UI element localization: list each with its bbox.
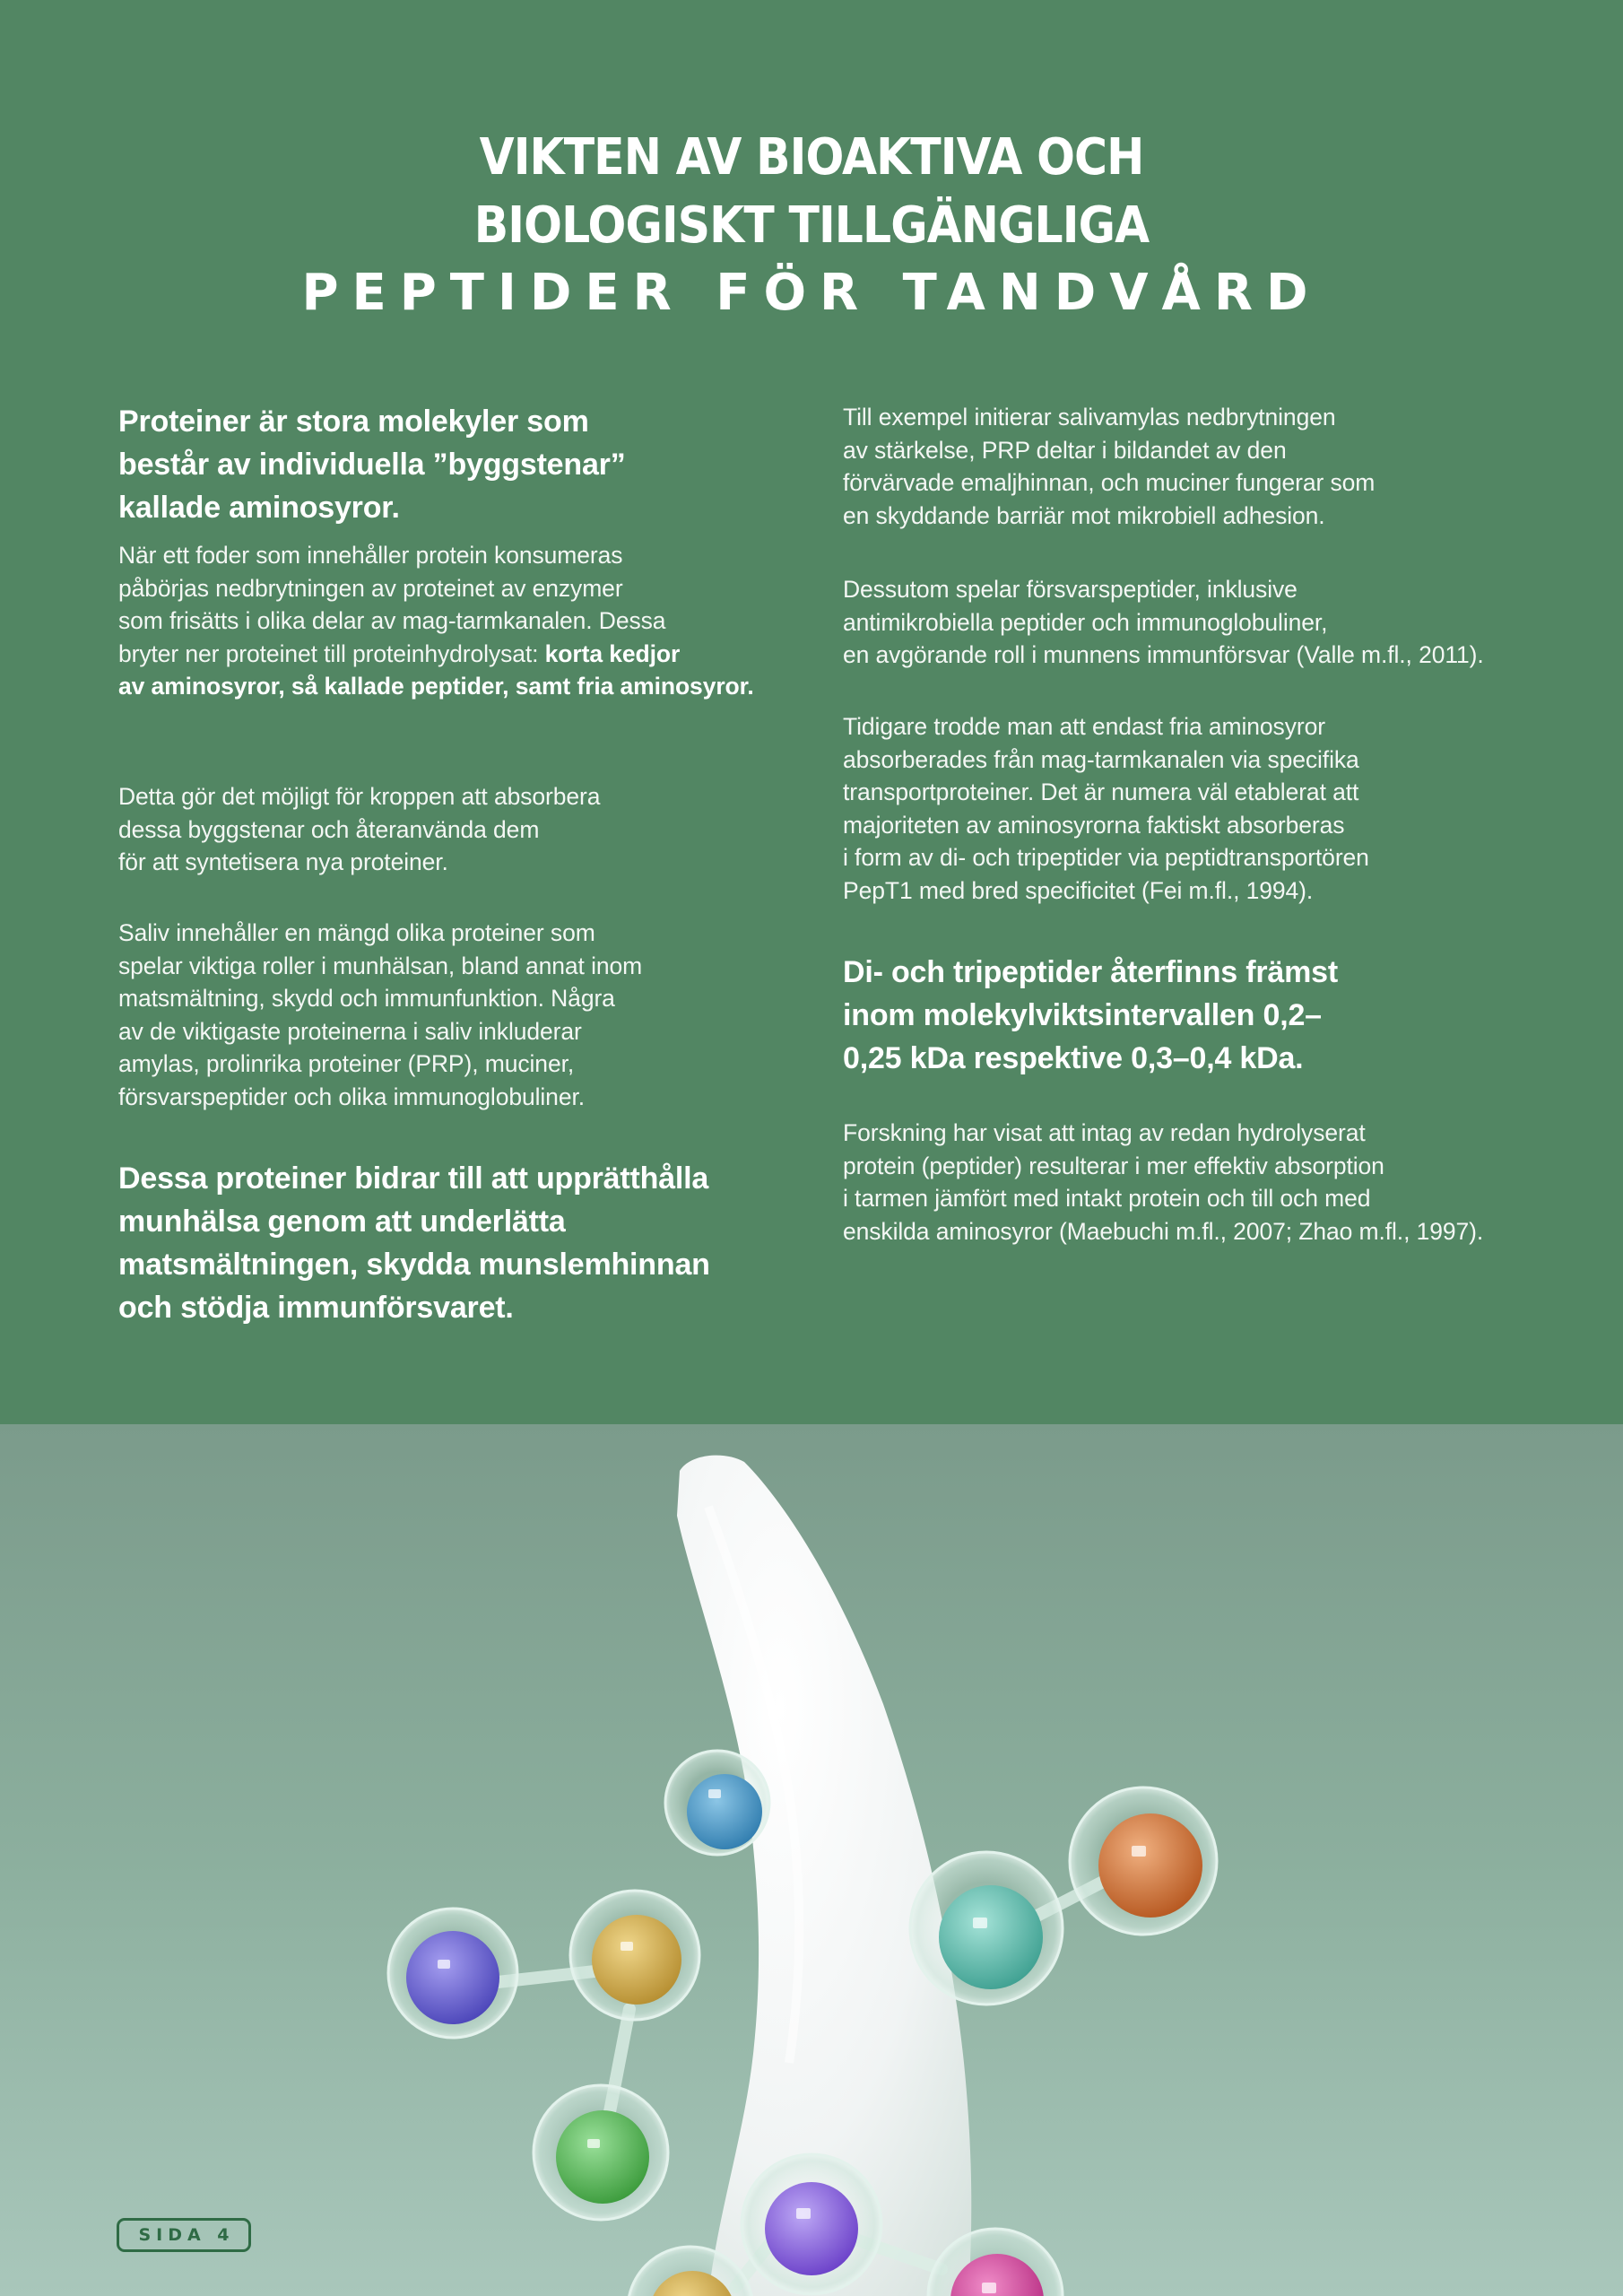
emphasis-text: korta kedjor [544,639,681,667]
molecule-teal [910,1852,1063,2005]
highlight-heading-line: 0,25 kDa respektive 0,3–0,4 kDa. [843,1041,1304,1075]
molecule-green [534,2085,668,2220]
paragraph-line: antimikrobiella peptider och immunoglobuliner, [843,608,1328,636]
title-line-2: BIOLOGISKT TILLGÄNGLIGA [473,196,1150,255]
highlight-heading [843,951,1338,1080]
paragraph-line: amylas, prolinrika proteiner (PRP), muciner, [118,1050,575,1077]
paragraph-line: för att syntetisera nya proteiner. [118,848,448,875]
example-paragraph [843,401,1375,532]
paragraph-line: majoriteten av aminosyrorna faktiskt absorberas [843,811,1345,839]
tooth-molecules-image [0,1424,1623,2296]
paragraph-line [118,638,754,671]
paragraph-text: en avgörande roll i munnens immunförsvar [843,641,1290,668]
paragraph-text: bryter ner proteinet till proteinhydrolysat: [118,639,545,667]
paragraph-line: försvarspeptider och olika immunoglobuliner. [118,1083,585,1110]
lead-heading [118,400,626,529]
paragraph-line: i form av di- och tripeptider via peptidtransportören [843,844,1369,871]
paragraph-line: dessa byggstenar och återanvända dem [118,815,540,843]
research-paragraph [843,1117,1483,1248]
transport-paragraph [843,710,1369,907]
paragraph-line: absorberades från mag-tarmkanalen via specifika [843,745,1359,773]
paragraph-line: Saliv innehåller en mängd olika proteiner som [118,919,595,946]
lead-heading-line: består av individuella ”byggstenar” [118,448,626,482]
tooth-illustration [0,1424,1623,2296]
title-line-1: VIKTEN AV BIOAKTIVA OCH [479,128,1144,187]
paragraph-line: enskilda aminosyror (Maebuchi m.fl., 2007; Zhao m.fl., 1997). [843,1217,1484,1245]
molecule-gold [570,1891,699,2020]
closing-heading [118,1157,710,1329]
paragraph-line: protein (peptider) resulterar i mer effektiv absorption [843,1152,1384,1179]
paragraph-line: spelar viktiga roller i munhälsan, bland annat inom [118,952,643,979]
saliva-paragraph [118,917,642,1113]
paragraph-line [118,670,754,703]
emphasis-text: av aminosyror, så kallade peptider, samt fria aminosyror. [118,673,754,700]
page-number-badge: SIDA 4 [117,2218,251,2252]
page-title [0,124,1623,328]
paragraph-line: förvärvade emaljhinnan, och muciner fungerar som [843,469,1376,496]
lead-heading-line: kallade aminosyror. [118,491,400,525]
paragraph-line: en skyddande barriär mot mikrobiell adhesion. [843,501,1325,529]
molecule-blue [665,1751,769,1855]
paragraph-line: Forskning har visat att intag av redan hydrolyserat [843,1119,1366,1146]
closing-heading-line: matsmältningen, skydda munslemhinnan [118,1248,710,1282]
defense-paragraph [843,573,1484,672]
closing-heading-line: Dessa proteiner bidrar till att upprätthålla [118,1161,709,1196]
paragraph-line: i tarmen jämfört med intakt protein och till och med [843,1185,1371,1212]
closing-heading-line: munhälsa genom att underlätta [118,1205,566,1239]
absorption-paragraph [118,780,600,879]
citation: (Valle m.fl., 2011). [1296,641,1484,668]
paragraph-line [843,639,1484,672]
closing-heading-line: och stödja immunförsvaret. [118,1291,514,1325]
paragraph-line: påbörjas nedbrytningen av proteinet av enzymer [118,574,623,602]
paragraph-line: av stärkelse, PRP deltar i bildandet av den [843,436,1287,464]
title-line-3: PEPTIDER FÖR TANDVÅRD [301,264,1322,322]
paragraph-line: Tidigare trodde man att endast fria aminosyror [843,713,1325,740]
highlight-heading-line: Di- och tripeptider återfinns främst [843,955,1338,989]
paragraph-line: transportproteiner. Det är numera väl etablerat att [843,778,1359,805]
paragraph-line: Dessutom spelar försvarspeptider, inklusive [843,576,1298,603]
molecule-orange [1070,1787,1217,1935]
paragraph-line: Detta gör det möjligt för kroppen att absorbera [118,783,601,810]
intro-paragraph [118,539,754,703]
paragraph-line: PepT1 med bred specificitet (Fei m.fl., 1994). [843,876,1314,904]
molecule-violet [742,2154,881,2294]
paragraph-line: Till exempel initierar salivamylas nedbrytningen [843,404,1336,430]
highlight-heading-line: inom molekylviktsintervallen 0,2– [843,998,1322,1032]
paragraph-line: matsmältning, skydd och immunfunktion. Några [118,985,615,1012]
paragraph-line: av de viktigaste proteinerna i saliv inkluderar [118,1017,582,1045]
molecule-indigo [388,1909,517,2038]
paragraph-line: När ett foder som innehåller protein konsumeras [118,542,623,569]
paragraph-line: som frisätts i olika delar av mag-tarmkanalen. Dessa [118,607,666,634]
lead-heading-line: Proteiner är stora molekyler som [118,404,589,439]
